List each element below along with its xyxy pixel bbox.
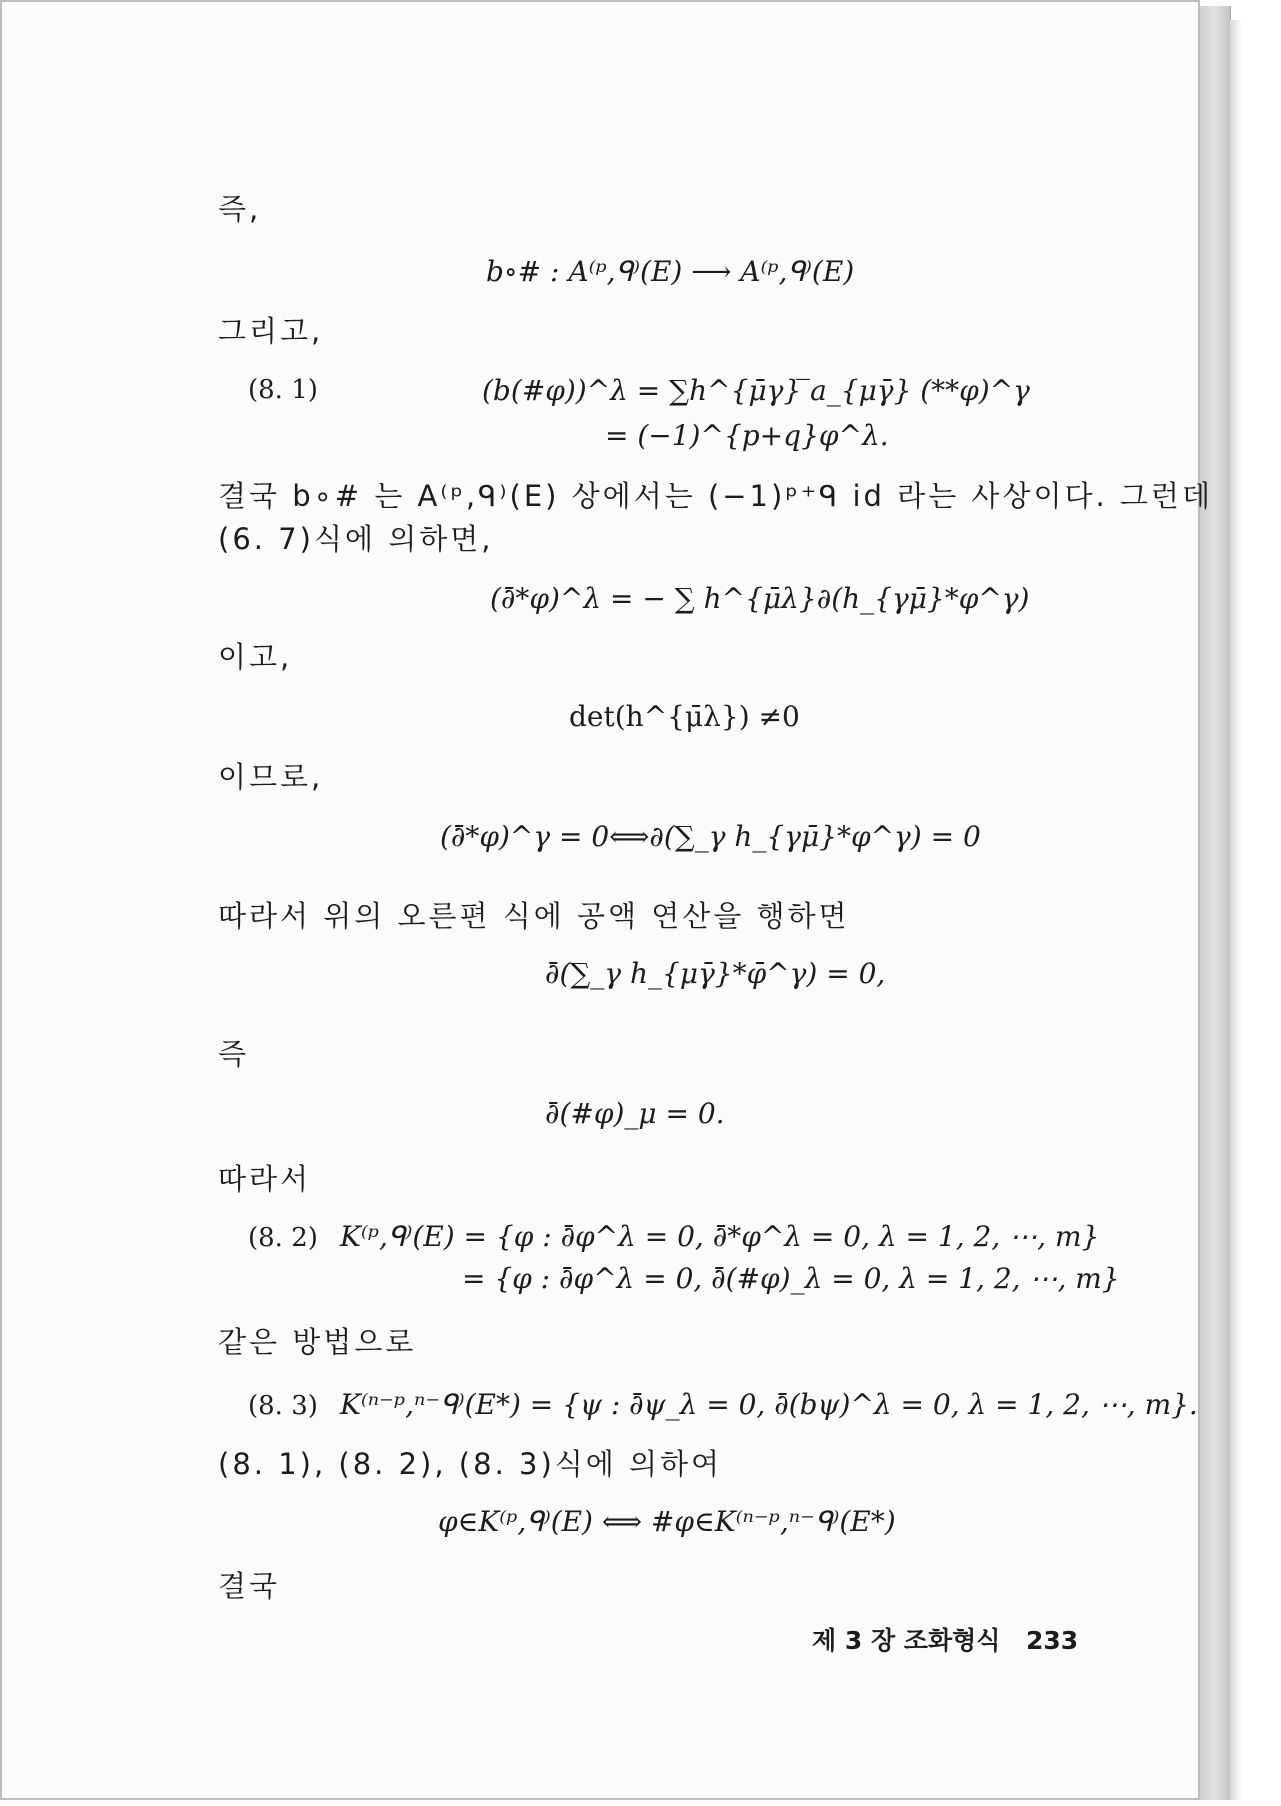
page-edge	[1200, 6, 1231, 1800]
equation: b∘# : A⁽ᵖ,ᑫ⁾(E) ⟶ A⁽ᵖ,ᑫ⁾(E)	[486, 255, 855, 288]
text-line: (6. 7)식에 의하면,	[218, 522, 494, 556]
text-line: 결국	[218, 1569, 281, 1603]
equation: ∂̄(#φ)_μ = 0.	[545, 1097, 725, 1130]
text-line: (8. 1), (8. 2), (8. 3)식에 의하여	[218, 1447, 723, 1481]
page-number: 233	[1026, 1626, 1079, 1655]
text-line: 결국 b∘# 는 A⁽ᵖ,ᑫ⁾(E) 상에서는 (−1)ᵖ⁺ᑫ id 라는 사상이다. 그런데	[218, 479, 1213, 513]
text-line: 따라서 위의 오른편 식에 공액 연산을 행하면	[218, 899, 850, 933]
equation: K⁽ᵖ,ᑫ⁾(E) = {φ : ∂̄φ^λ = 0, ∂̄*φ^λ = 0, λ = 1, 2, ⋯, m}	[340, 1220, 1100, 1253]
equation: = {φ : ∂̄φ^λ = 0, ∂̄(#φ)_λ = 0, λ = 1, 2, ⋯, m}	[462, 1262, 1120, 1295]
equation: K⁽ⁿ⁻ᵖ,ⁿ⁻ᑫ⁾(E*) = {ψ : ∂̄ψ_λ = 0, ∂̄(bψ)^λ = 0, λ = 1, 2, ⋯, m}.	[340, 1388, 1198, 1421]
text-line: 이고,	[218, 640, 293, 674]
equation: (∂̄*φ)^λ = − ∑ h^{μ̄λ}∂(h_{γμ̄}*φ^γ)	[490, 582, 1030, 615]
equation: = (−1)^{p+q}φ^λ.	[605, 419, 889, 452]
equation: (b(#φ))^λ = ∑h^{μ̄γ} ̅a_{μγ̄} (**φ)^γ	[482, 374, 1030, 407]
text-line: 같은 방법으로	[218, 1325, 417, 1359]
page-shadow	[1230, 20, 1242, 1800]
equation-number: (8. 2)	[248, 1223, 318, 1253]
equation: det(h^{μ̄λ}) ≠0	[569, 700, 800, 733]
running-footer: 제 3 장 조화형식	[812, 1626, 1001, 1655]
text-line: 즉,	[218, 192, 262, 226]
equation: φ∈K⁽ᵖ,ᑫ⁾(E) ⟺ #φ∈K⁽ⁿ⁻ᵖ,ⁿ⁻ᑫ⁾(E*)	[438, 1505, 896, 1538]
equation: (∂̄*φ)^γ = 0⟺∂(∑_γ h_{γμ̄}*φ^γ) = 0	[440, 820, 981, 853]
equation-number: (8. 3)	[248, 1391, 318, 1421]
equation: ∂̄(∑_γ h_{μγ̄}*φ̄^γ) = 0,	[545, 957, 886, 990]
text-line: 즉	[218, 1037, 250, 1071]
text-line: 그리고,	[218, 314, 324, 348]
equation-number: (8. 1)	[248, 375, 318, 405]
text-line: 이므로,	[218, 760, 324, 794]
text-line: 따라서	[218, 1162, 312, 1196]
